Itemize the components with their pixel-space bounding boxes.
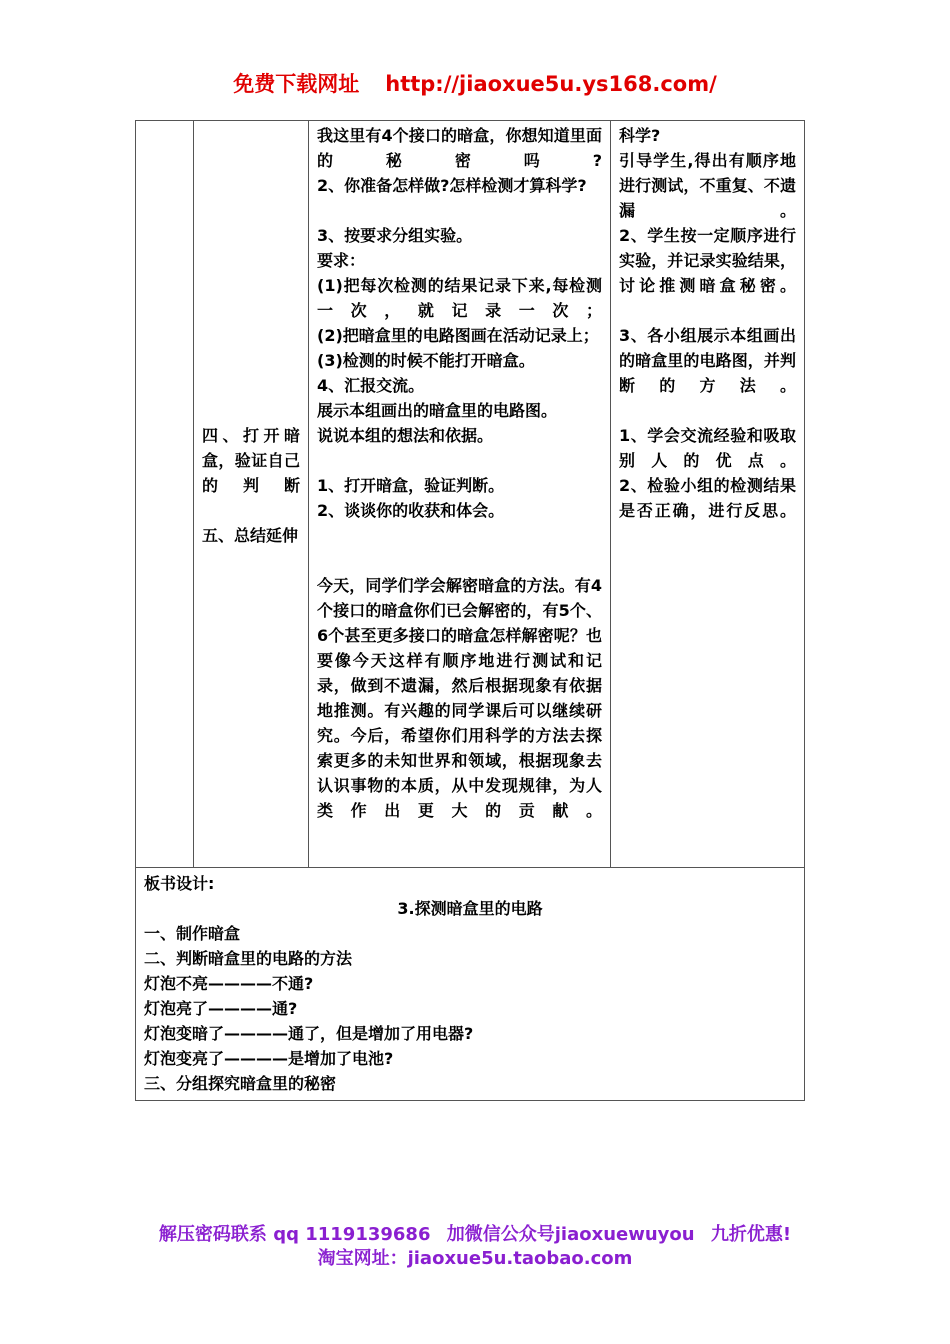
lesson-table bbox=[135, 120, 805, 1101]
footer-contact bbox=[0, 1220, 950, 1246]
board-row bbox=[136, 868, 805, 1101]
teacher-column bbox=[309, 121, 611, 868]
student-line: 3、各小组展示本组画出的暗盒里的电路图，并判断的方法。 bbox=[619, 326, 796, 395]
footer-shop-label: 淘宝网址： bbox=[317, 1248, 408, 1269]
board-line: 灯泡不亮————不通? bbox=[144, 974, 314, 993]
footer-text: 解压密码联系 bbox=[158, 1224, 267, 1245]
step-4-label: 四、打开暗盒，验证自己的判断 bbox=[202, 426, 300, 495]
teacher-line: 4、汇报交流。 bbox=[317, 376, 425, 395]
header-url-link[interactable]: http://jiaoxue5u.ys168.com/ bbox=[385, 72, 717, 96]
empty-column bbox=[136, 121, 194, 868]
teacher-line: 2、你准备怎样做?怎样检测才算科学? bbox=[317, 176, 587, 195]
board-line: 灯泡亮了————通? bbox=[144, 999, 298, 1018]
footer-qq: qq 1119139686 bbox=[273, 1224, 431, 1245]
teacher-line: (1)把每次检测的结果记录下来,每检测一次，就记录一次； bbox=[317, 276, 602, 320]
step-5-label: 五、总结延伸 bbox=[202, 526, 299, 545]
board-line: 灯泡变暗了————通了，但是增加了用电器? bbox=[144, 1024, 474, 1043]
board-design-cell bbox=[136, 868, 805, 1101]
lesson-row bbox=[136, 121, 805, 868]
teacher-line: 说说本组的想法和依据。 bbox=[317, 426, 494, 445]
student-line: 2、检验小组的检测结果是否正确，进行反思。 bbox=[619, 476, 796, 520]
download-header bbox=[0, 68, 950, 98]
footer-discount: 九折优惠! bbox=[710, 1224, 792, 1245]
footer-shop bbox=[0, 1244, 950, 1270]
teacher-line: 3、按要求分组实验。 bbox=[317, 226, 473, 245]
teacher-line: 2、谈谈你的收获和体会。 bbox=[317, 501, 505, 520]
board-line: 二、判断暗盒里的电路的方法 bbox=[144, 949, 353, 968]
teacher-summary: 今天，同学们学会解密暗盒的方法。有4个接口的暗盒你们已会解密的，有5个、6个甚至更多接口的暗盒怎样解密呢？也要像今天这样有顺序地进行测试和记录，做到不遗漏，然后根据现象有依据地推测。有兴趣的同学课后可以继续研究。今后，希望你们用科学的方法去探索更多的未知世界和领域，根据现象去认识事物的本质，从中发现规律，为人类作出更大的贡献。 bbox=[317, 576, 602, 820]
student-line: 引导学生,得出有顺序地进行测试，不重复、不遗漏。 bbox=[619, 151, 796, 220]
student-column bbox=[611, 121, 805, 868]
footer-shop-link[interactable]: jiaoxue5u.taobao.com bbox=[407, 1248, 633, 1269]
board-line: 一、制作暗盒 bbox=[144, 924, 241, 943]
header-label: 免费下载网址 bbox=[233, 72, 360, 96]
student-line: 1、学会交流经验和吸取别人的优点。 bbox=[619, 426, 796, 470]
teacher-line: (3)检测的时候不能打开暗盒。 bbox=[317, 351, 535, 370]
board-line: 三、分组探究暗盒里的秘密 bbox=[144, 1074, 337, 1093]
teacher-line: 展示本组画出的暗盒里的电路图。 bbox=[317, 401, 558, 420]
board-title: 3.探测暗盒里的电路 bbox=[397, 899, 543, 918]
board-line: 灯泡变亮了————是增加了电池? bbox=[144, 1049, 394, 1068]
teacher-line: 我这里有4个接口的暗盒，你想知道里面的秘密吗? bbox=[317, 126, 602, 170]
student-line: 2、学生按一定顺序进行实验，并记录实验结果，讨论推测暗盒秘密。 bbox=[619, 226, 796, 295]
teacher-line: (2)把暗盒里的电路图画在活动记录上； bbox=[317, 326, 599, 345]
teacher-line: 1、打开暗盒，验证判断。 bbox=[317, 476, 505, 495]
student-line: 科学? bbox=[619, 126, 661, 145]
footer-text: 加微信公众号 bbox=[446, 1224, 555, 1245]
step-column bbox=[194, 121, 309, 868]
board-heading: 板书设计: bbox=[144, 874, 215, 893]
teacher-line: 要求： bbox=[317, 251, 366, 270]
footer-wechat: jiaoxuewuyou bbox=[554, 1224, 695, 1245]
